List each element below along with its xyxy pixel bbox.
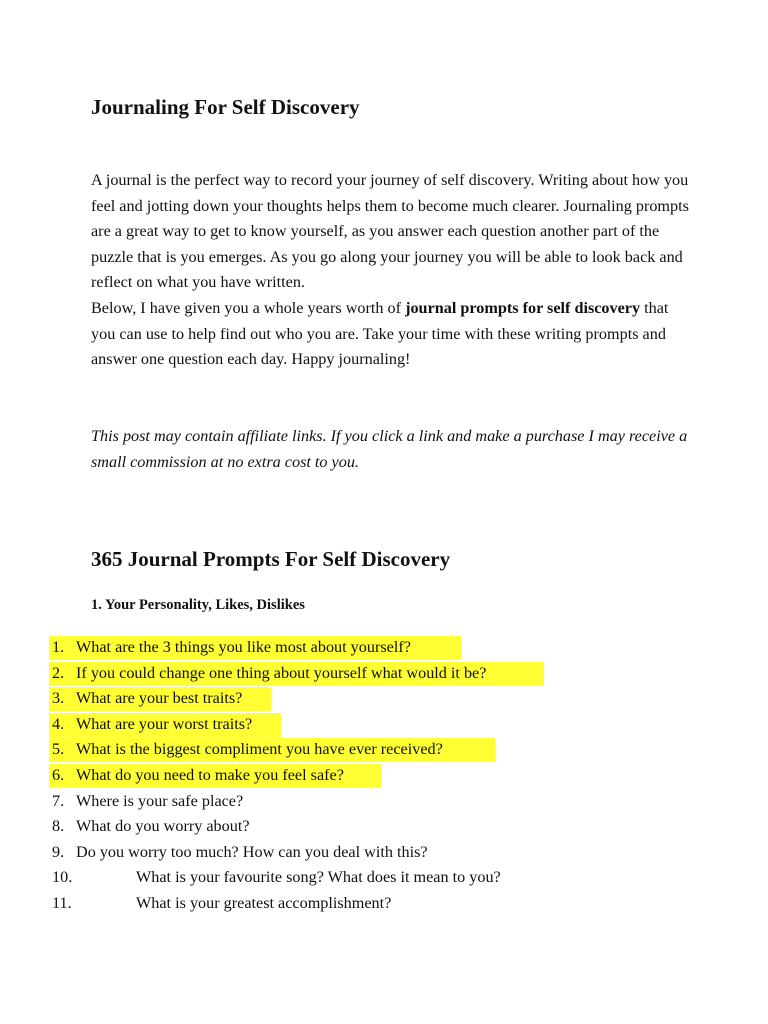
list-item: [0, 661, 768, 687]
item-text: If you could change one thing about yourself what would it be?: [76, 663, 487, 682]
item-number: 1.: [52, 638, 65, 656]
item-text: What are your worst traits?: [76, 714, 253, 733]
list-item: [0, 763, 768, 789]
list-item: [0, 712, 768, 738]
list-item: [0, 789, 768, 815]
intro-bold-phrase: journal prompts for self discovery: [405, 298, 641, 317]
item-text: What is the biggest compliment you have ever received?: [76, 740, 443, 759]
list-item: [0, 891, 768, 917]
item-number: 7.: [52, 791, 65, 810]
prompt-list: [0, 635, 768, 917]
page-title: Journaling For Self Discovery: [91, 95, 360, 119]
item-number: 9.: [52, 842, 65, 861]
item-number: 3.: [52, 689, 65, 708]
list-item: [0, 814, 768, 840]
list-item: [0, 737, 768, 763]
item-text: Do you worry too much? How can you deal with this?: [76, 842, 428, 861]
list-item: [0, 686, 768, 712]
section-title: 1. Your Personality, Likes, Dislikes: [91, 597, 305, 613]
list-item: [0, 635, 768, 661]
item-number: 11.: [52, 893, 72, 912]
intro-paragraph-2-start: Below, I have given you a whole years worth of: [91, 298, 406, 317]
affiliate-disclaimer: This post may contain affiliate links. If you click a link and make a purchase I may receive a small commission at no extra cost to you.: [91, 427, 688, 471]
list-item: [0, 840, 768, 866]
item-text: What is your favourite song? What does it mean to you?: [136, 868, 501, 887]
prompts-heading: 365 Journal Prompts For Self Discovery: [91, 547, 451, 571]
item-text: What is your greatest accomplishment?: [136, 893, 392, 912]
item-text: What do you worry about?: [76, 817, 250, 836]
item-number: 6.: [52, 765, 65, 784]
intro-paragraph-1: A journal is the perfect way to record your journey of self discovery. Writing about how you feel and jotting down your thoughts helps them to become much clearer. Journaling prompts are a great way to get to know yourself, as you answer each question another part of the puzzle that is you emerges. As you go along your journey you will be able to look back and reflect on what you have written.: [91, 171, 689, 292]
item-number: 2.: [52, 663, 65, 682]
item-text: What are your best traits?: [76, 689, 243, 708]
item-number: 4.: [52, 714, 65, 733]
intro-paragraph-2-end: that you can use to help find out who you are. Take your time with these writing prompts and answer one question each day. Happy journaling!: [91, 298, 669, 369]
intro-text: [91, 168, 691, 373]
item-number: 10.: [52, 868, 73, 887]
item-text: Where is your safe place?: [76, 791, 244, 810]
item-number: 5.: [52, 740, 65, 759]
item-text: What are the 3 things you like most about yourself?: [76, 638, 411, 656]
list-item: [0, 865, 768, 891]
item-text: What do you need to make you feel safe?: [76, 765, 344, 784]
item-number: 8.: [52, 817, 65, 836]
